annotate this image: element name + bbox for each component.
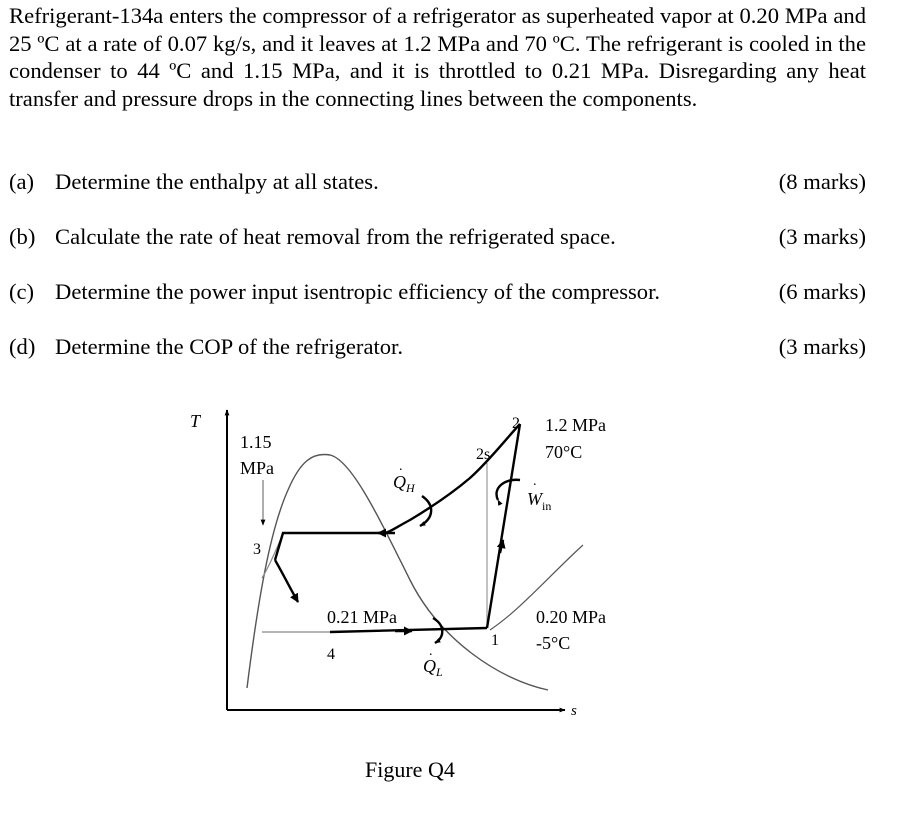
qh-label: $Q_H$ <box>393 472 415 495</box>
question-marks: (8 marks) <box>778 169 866 194</box>
label-1-15-mpa-unit: MPa <box>240 458 275 478</box>
ql-label: $Q_L$ <box>423 656 443 679</box>
ql-dot: . <box>429 644 433 659</box>
question-label: (c) <box>9 279 35 304</box>
question-text: Determine the COP of the refrigerator. <box>55 334 403 359</box>
question-label: (b) <box>9 224 36 249</box>
question-text: Calculate the rate of heat removal from the refrigerated space. <box>55 224 616 249</box>
qh-dot: . <box>399 459 403 474</box>
question-marks: (6 marks) <box>778 279 866 304</box>
label-0-20-mpa: 0.20 MPa <box>536 607 607 627</box>
s-axis-label: s <box>571 703 577 719</box>
figure-caption: Figure Q4 <box>365 757 455 782</box>
question-text: Determine the power input isentropic efficiency of the compressor. <box>55 279 661 304</box>
state-3-label: 3 <box>253 541 261 558</box>
question-label: (d) <box>9 334 36 359</box>
question-marks: (3 marks) <box>778 224 866 249</box>
label-70c: 70°C <box>545 442 583 462</box>
state-2s-label: 2s <box>476 446 491 463</box>
question-marks: (3 marks) <box>778 334 866 359</box>
state-4-label: 4 <box>327 646 335 663</box>
condenser-process <box>275 424 520 560</box>
question-label: (a) <box>9 169 35 194</box>
win-dot: . <box>533 474 537 489</box>
label-1-2-mpa: 1.2 MPa <box>545 415 607 435</box>
throttle-process <box>275 560 298 602</box>
t-axis-label: T <box>190 411 201 431</box>
question-text: Determine the enthalpy at all states. <box>55 169 379 194</box>
win-label: $W_{in}$ <box>527 489 552 513</box>
state-2-label: 2 <box>512 415 520 432</box>
problem-statement: Refrigerant-134a enters the compressor of a refrigerator as superheated vapor at 0.20 MPa and 25 ºC at a rate of 0.07 kg/s, and it leaves at 1.2 MPa and 70 ºC. The refrigerant is cooled in the condenser to 44 ºC and 1.15 MPa, and it is throttled to 0.21 MPa. Disregarding any heat transfer and pressure drops in the connecting lines between the components. <box>9 3 866 111</box>
state-1-label: 1 <box>491 632 499 649</box>
label-1-15-mpa: 1.15 <box>240 432 272 452</box>
label-0-21-mpa: 0.21 MPa <box>327 607 398 627</box>
label-minus-5c: -5°C <box>536 633 571 653</box>
